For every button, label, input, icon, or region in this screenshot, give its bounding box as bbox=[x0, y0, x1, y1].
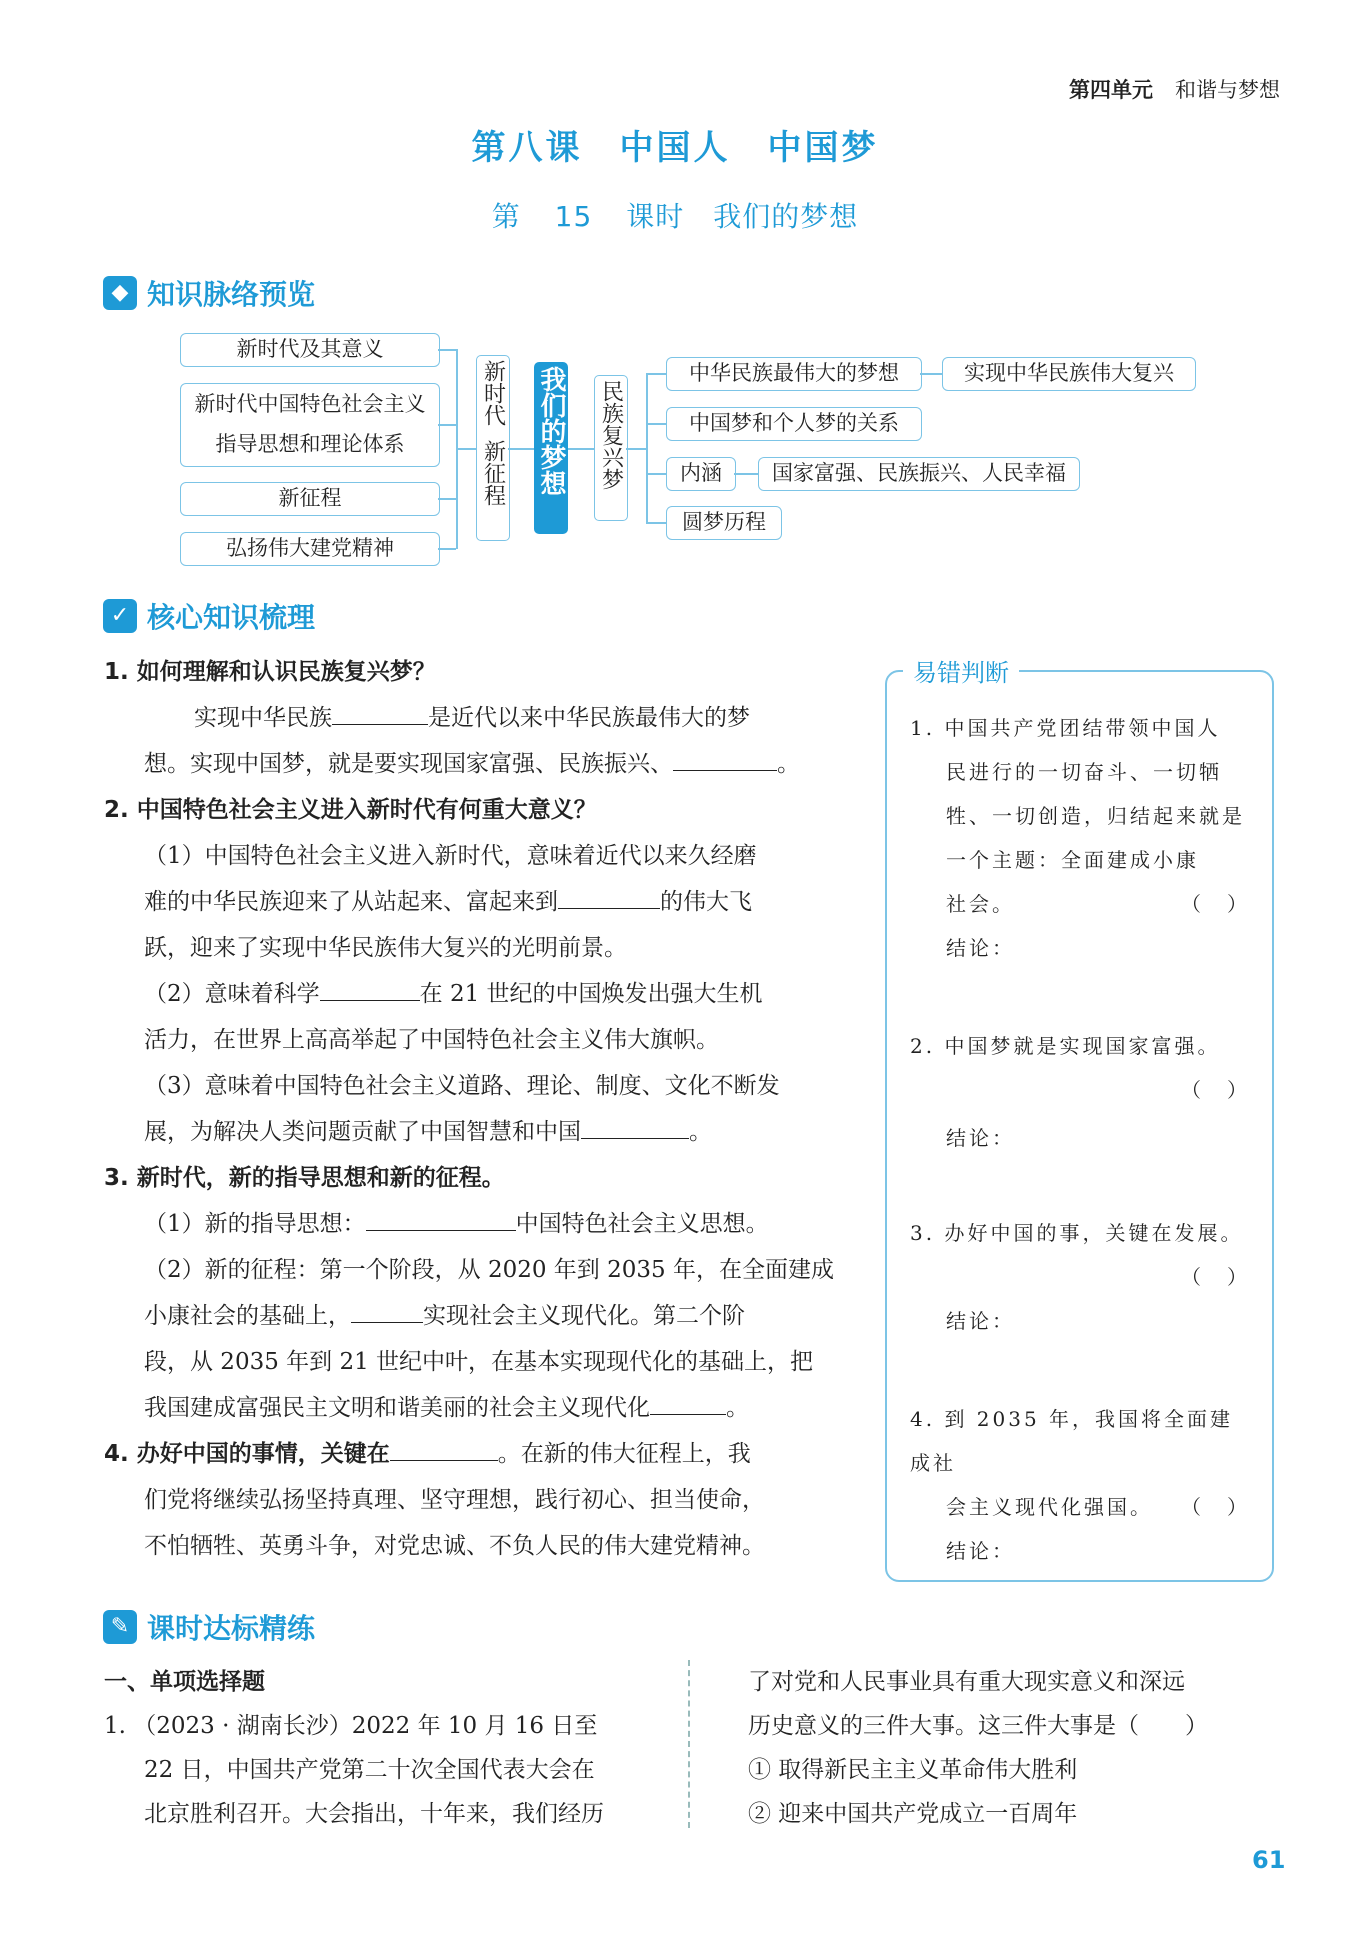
text-line bbox=[104, 1109, 854, 1155]
text: （2）意味着科学 bbox=[144, 981, 320, 1007]
section-preview-heading bbox=[103, 273, 315, 313]
mindmap-right-box: 中国梦和个人梦的关系 bbox=[666, 407, 922, 441]
text: 我国建成富强民主文明和谐美丽的社会主义现代化 bbox=[144, 1395, 650, 1421]
question-1: 1. 如何理解和认识民族复兴梦？ bbox=[104, 659, 436, 685]
connector bbox=[508, 448, 534, 450]
connector bbox=[646, 522, 666, 524]
question-3: 3. 新时代，新的指导思想和新的征程。 bbox=[104, 1165, 505, 1191]
item-line: 3. 办好中国的事，关键在发展。 bbox=[910, 1221, 1244, 1245]
section-practice-title: 课时达标精练 bbox=[147, 1612, 316, 1645]
text: 是近代以来中华民族最伟大的梦 bbox=[428, 705, 750, 731]
text-line: 跃，迎来了实现中华民族伟大复兴的光明前景。 bbox=[144, 935, 627, 961]
conclusion-label: 结论： bbox=[946, 1539, 1015, 1563]
item-line bbox=[910, 1485, 1250, 1529]
period-title: 第 15 课时 我们的梦想 bbox=[491, 200, 859, 233]
connector bbox=[456, 448, 476, 450]
text-line bbox=[104, 1293, 854, 1339]
option-line: ② 迎来中国共产党成立一百周年 bbox=[748, 1801, 1078, 1827]
judgment-item bbox=[910, 1211, 1250, 1343]
connector bbox=[438, 548, 456, 550]
pencil-icon: ✎ bbox=[103, 1610, 137, 1644]
page-number: 61 bbox=[1252, 1846, 1286, 1874]
text: 。 bbox=[726, 1395, 749, 1421]
practice-heading: 一、单项选择题 bbox=[104, 1669, 265, 1695]
text-line bbox=[104, 741, 854, 787]
answer-blank[interactable] bbox=[332, 701, 428, 725]
answer-blank[interactable] bbox=[366, 1207, 516, 1231]
answer-blank[interactable] bbox=[320, 977, 420, 1001]
practice-right-column bbox=[748, 1660, 1278, 1836]
connector bbox=[646, 373, 666, 375]
answer-blank[interactable] bbox=[673, 747, 777, 771]
item-line: 一个主题：全面建成小康 bbox=[946, 848, 1199, 872]
mindmap-left-vertical bbox=[476, 355, 510, 541]
item-line: 4. 到 2035 年，我国将全面建成社 bbox=[910, 1407, 1234, 1475]
column-divider bbox=[688, 1660, 690, 1828]
error-judgment-title: 易错判断 bbox=[903, 653, 1019, 688]
text-line bbox=[104, 1385, 854, 1431]
text-line bbox=[104, 971, 854, 1017]
text-line: 了对党和人民事业具有重大现实意义和深远 bbox=[748, 1669, 1185, 1695]
text: 难的中华民族迎来了从站起来、富起来到 bbox=[144, 889, 558, 915]
item-line: 1. 中国共产党团结带领中国人 bbox=[910, 716, 1221, 740]
mindmap-left-box: 弘扬伟大建党精神 bbox=[180, 532, 440, 566]
practice-left-column bbox=[104, 1660, 684, 1836]
conclusion-label: 结论： bbox=[946, 1126, 1015, 1150]
connector bbox=[646, 373, 648, 523]
answer-paren[interactable]: （ ） bbox=[1181, 892, 1250, 916]
unit-title: 和谐与梦想 bbox=[1175, 78, 1280, 102]
item-line: 民进行的一切奋斗、一切牺 bbox=[946, 760, 1222, 784]
text-line: 历史意义的三件大事。这三件大事是（ ） bbox=[748, 1713, 1208, 1739]
text: 的伟大飞 bbox=[660, 889, 752, 915]
section-preview-title: 知识脉络预览 bbox=[147, 278, 316, 311]
mindmap-sub-box: 国家富强、民族振兴、人民幸福 bbox=[758, 457, 1080, 491]
page-header bbox=[1069, 74, 1280, 104]
connector bbox=[734, 473, 758, 475]
mindmap-left-box: 新征程 bbox=[180, 482, 440, 516]
answer-paren[interactable]: （ ） bbox=[1181, 1495, 1250, 1519]
mindmap-left-box: 新时代及其意义 bbox=[180, 333, 440, 367]
text: 实现社会主义现代化。第二个阶 bbox=[423, 1303, 745, 1329]
answer-blank[interactable] bbox=[650, 1391, 726, 1415]
text: 4. 办好中国的事情，关键在 bbox=[104, 1441, 390, 1467]
text: 。 bbox=[689, 1119, 712, 1145]
answer-blank[interactable] bbox=[351, 1299, 423, 1323]
vertical-label: 新时代 bbox=[480, 360, 506, 426]
connector bbox=[646, 423, 666, 425]
answer-blank[interactable] bbox=[390, 1437, 498, 1461]
connector bbox=[438, 498, 456, 500]
mindmap-right-vertical bbox=[594, 375, 628, 521]
connector bbox=[438, 424, 456, 426]
connector bbox=[568, 448, 594, 450]
text-line: 北京胜利召开。大会指出，十年来，我们经历 bbox=[144, 1801, 604, 1827]
conclusion-label: 结论： bbox=[946, 1309, 1015, 1333]
section-practice-heading bbox=[103, 1607, 315, 1647]
text-line: 不怕牺牲、英勇斗争，对党忠诚、不负人民的伟大建党精神。 bbox=[144, 1533, 765, 1559]
unit-label: 第四单元 bbox=[1069, 78, 1153, 102]
text-line: 段，从 2035 年到 21 世纪中叶，在基本实现现代化的基础上，把 bbox=[144, 1349, 814, 1375]
text-line: （1）中国特色社会主义进入新时代，意味着近代以来久经磨 bbox=[144, 843, 757, 869]
text: 小康社会的基础上， bbox=[144, 1303, 351, 1329]
text: 社会。 bbox=[946, 892, 1015, 916]
judgment-item bbox=[910, 706, 1250, 970]
mindmap-sub-box: 实现中华民族伟大复兴 bbox=[942, 357, 1196, 391]
judgment-item bbox=[910, 1024, 1250, 1160]
option-line: ① 取得新民主主义革命伟大胜利 bbox=[748, 1757, 1078, 1783]
connector bbox=[438, 349, 456, 351]
graduation-cap-icon: ◆ bbox=[103, 276, 137, 310]
text: 。 bbox=[777, 751, 800, 777]
text: 实现中华民族 bbox=[194, 705, 332, 731]
vertical-label: 新征程 bbox=[480, 440, 506, 506]
question-2: 2. 中国特色社会主义进入新时代有何重大意义？ bbox=[104, 797, 597, 823]
question-4 bbox=[104, 1431, 854, 1477]
section-core-title: 核心知识梳理 bbox=[147, 601, 316, 634]
answer-blank[interactable] bbox=[558, 885, 660, 909]
text: （1）新的指导思想： bbox=[144, 1211, 366, 1237]
mindmap-left-box-text: 新时代中国特色社会主义指导思想和理论体系 bbox=[194, 392, 426, 456]
conclusion-label: 结论： bbox=[946, 936, 1015, 960]
answer-paren[interactable]: （ ） bbox=[1181, 1078, 1250, 1102]
mindmap-right-box: 圆梦历程 bbox=[666, 506, 782, 540]
mindmap-right-box: 中华民族最伟大的梦想 bbox=[666, 357, 922, 391]
text-line bbox=[104, 695, 854, 741]
text-line bbox=[104, 1201, 854, 1247]
text: 会主义现代化强国。 bbox=[946, 1495, 1153, 1519]
mindmap-right-box: 内涵 bbox=[666, 457, 736, 491]
item-line: 牲、一切创造，归结起来就是 bbox=[946, 804, 1245, 828]
center-label: 我们的梦想 bbox=[536, 366, 566, 496]
answer-blank[interactable] bbox=[581, 1115, 689, 1139]
vertical-label: 民族复兴梦 bbox=[598, 380, 624, 490]
text-line: （2）新的征程：第一个阶段，从 2020 年到 2035 年，在全面建成 bbox=[144, 1257, 834, 1283]
mindmap-left-box bbox=[180, 383, 440, 467]
text-line: 22 日，中国共产党第二十次全国代表大会在 bbox=[144, 1757, 595, 1783]
mindmap-center bbox=[534, 362, 568, 534]
text-line: 活力，在世界上高高举起了中国特色社会主义伟大旗帜。 bbox=[144, 1027, 719, 1053]
judgment-item bbox=[910, 1397, 1250, 1573]
check-icon: ✓ bbox=[103, 599, 137, 633]
text: 想。实现中国梦，就是要实现国家富强、民族振兴、 bbox=[144, 751, 673, 777]
item-line: 2. 中国梦就是实现国家富强。 bbox=[910, 1034, 1221, 1058]
text-line bbox=[104, 879, 854, 925]
text-line: （3）意味着中国特色社会主义道路、理论、制度、文化不断发 bbox=[144, 1073, 780, 1099]
text: 展，为解决人类问题贡献了中国智慧和中国 bbox=[144, 1119, 581, 1145]
connector bbox=[646, 473, 666, 475]
core-content bbox=[104, 649, 854, 1569]
text-line: 1. （2023 · 湖南长沙）2022 年 10 月 16 日至 bbox=[104, 1713, 598, 1739]
answer-paren[interactable]: （ ） bbox=[1181, 1265, 1250, 1289]
connector bbox=[626, 448, 646, 450]
connector bbox=[920, 373, 942, 375]
section-core-heading bbox=[103, 596, 315, 636]
text: 。在新的伟大征程上，我 bbox=[497, 1441, 751, 1467]
lesson-title: 第八课 中国人 中国梦 bbox=[471, 128, 879, 168]
item-line bbox=[910, 882, 1250, 926]
text: 中国特色社会主义思想。 bbox=[515, 1211, 769, 1237]
text-line: 们党将继续弘扬坚持真理、坚守理想，践行初心、担当使命， bbox=[144, 1487, 765, 1513]
text: 在 21 世纪的中国焕发出强大生机 bbox=[419, 981, 763, 1007]
